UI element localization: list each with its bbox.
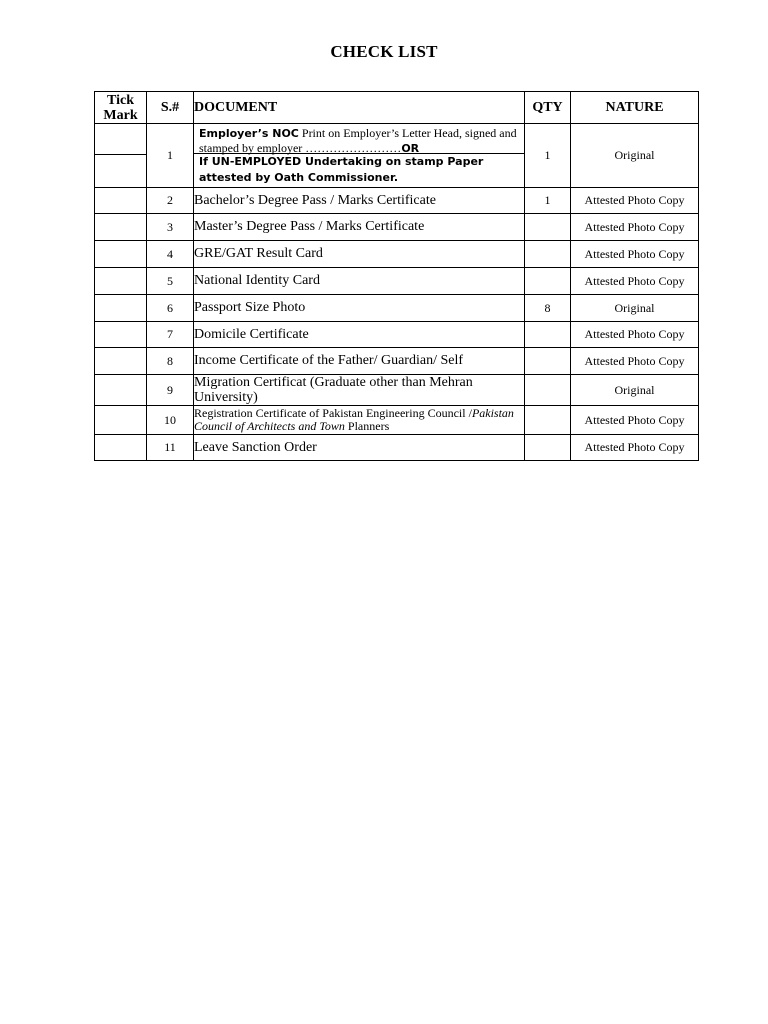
planners-text: Planners — [344, 419, 390, 433]
nature-cell: Attested Photo Copy — [571, 406, 699, 435]
serial-cell: 1 — [147, 124, 194, 188]
table-row — [95, 214, 699, 241]
serial-cell: 10 — [147, 406, 194, 435]
qty-cell — [525, 214, 571, 241]
qty-cell — [525, 375, 571, 406]
nature-cell: Original — [571, 295, 699, 322]
table-row — [95, 406, 699, 435]
nature-cell: Original — [571, 124, 699, 188]
employed-noc-text: Employer’s NOC Print on Employer’s Letter Head, signed and stamped by employer ……………………OR — [194, 125, 524, 154]
tick-cell[interactable] — [95, 241, 147, 268]
qty-cell — [525, 348, 571, 375]
table-row — [95, 188, 699, 214]
serial-cell: 6 — [147, 295, 194, 322]
table-row — [95, 348, 699, 375]
header-row — [95, 92, 699, 124]
qty-cell: 8 — [525, 295, 571, 322]
registration-text: Registration Certificate of Pakistan Engineering Council / — [194, 406, 472, 420]
nature-cell: Attested Photo Copy — [571, 214, 699, 241]
document-cell: Master’s Degree Pass / Marks Certificate — [194, 214, 525, 241]
table-row — [95, 268, 699, 295]
serial-cell: 8 — [147, 348, 194, 375]
document-cell: Income Certificate of the Father/ Guardian/ Self — [194, 348, 525, 375]
tick-mark-header: Tick Mark — [95, 92, 147, 124]
tick-cell[interactable] — [95, 268, 147, 295]
qty-cell: 1 — [525, 124, 571, 188]
tick-cell[interactable] — [95, 295, 147, 322]
serial-cell: 4 — [147, 241, 194, 268]
nature-cell: Attested Photo Copy — [571, 322, 699, 348]
tick-cell[interactable] — [95, 435, 147, 461]
document-cell — [194, 124, 525, 188]
unemployed-undertaking-text: If UN-EMPLOYED Undertaking on stamp Paper attested by Oath Commissioner. — [199, 154, 484, 184]
nature-cell: Attested Photo Copy — [571, 348, 699, 375]
nature-cell: Original — [571, 375, 699, 406]
serial-cell: 7 — [147, 322, 194, 348]
checklist-table — [94, 91, 699, 461]
qty-cell — [525, 268, 571, 295]
serial-header: S.# — [147, 92, 194, 124]
page-title: CHECK LIST — [330, 42, 438, 61]
pcatp-text: Pakistan Council of Architects and Town — [194, 406, 514, 433]
nature-header: NATURE — [571, 92, 699, 124]
qty-cell — [525, 435, 571, 461]
serial-cell: 11 — [147, 435, 194, 461]
document-cell: Migration Certificat (Graduate other than Mehran University) — [194, 375, 525, 406]
document-cell: Bachelor’s Degree Pass / Marks Certificate — [194, 188, 525, 214]
nature-cell: Attested Photo Copy — [571, 241, 699, 268]
table-row — [95, 375, 699, 406]
tick-cell[interactable] — [95, 406, 147, 435]
tick-cell[interactable] — [95, 214, 147, 241]
serial-cell: 5 — [147, 268, 194, 295]
qty-cell — [525, 322, 571, 348]
table-row — [95, 124, 699, 188]
tick-cell[interactable] — [95, 322, 147, 348]
qty-cell: 1 — [525, 188, 571, 214]
table-row — [95, 295, 699, 322]
tick-cell[interactable] — [95, 348, 147, 375]
document-cell: Leave Sanction Order — [194, 435, 525, 461]
document-cell — [194, 406, 525, 435]
qty-header: QTY — [525, 92, 571, 124]
nature-cell: Attested Photo Copy — [571, 435, 699, 461]
serial-cell: 9 — [147, 375, 194, 406]
document-cell: Passport Size Photo — [194, 295, 525, 322]
nature-cell: Attested Photo Copy — [571, 188, 699, 214]
qty-cell — [525, 241, 571, 268]
document-cell: Domicile Certificate — [194, 322, 525, 348]
table-row — [95, 322, 699, 348]
document-cell: National Identity Card — [194, 268, 525, 295]
serial-cell: 2 — [147, 188, 194, 214]
tick-cell[interactable] — [95, 375, 147, 406]
tick-cell[interactable] — [95, 124, 147, 188]
tick-cell[interactable] — [95, 188, 147, 214]
table-row — [95, 241, 699, 268]
nature-cell: Attested Photo Copy — [571, 268, 699, 295]
qty-cell — [525, 406, 571, 435]
serial-cell: 3 — [147, 214, 194, 241]
document-cell: GRE/GAT Result Card — [194, 241, 525, 268]
document-header: DOCUMENT — [194, 92, 525, 124]
table-row — [95, 435, 699, 461]
